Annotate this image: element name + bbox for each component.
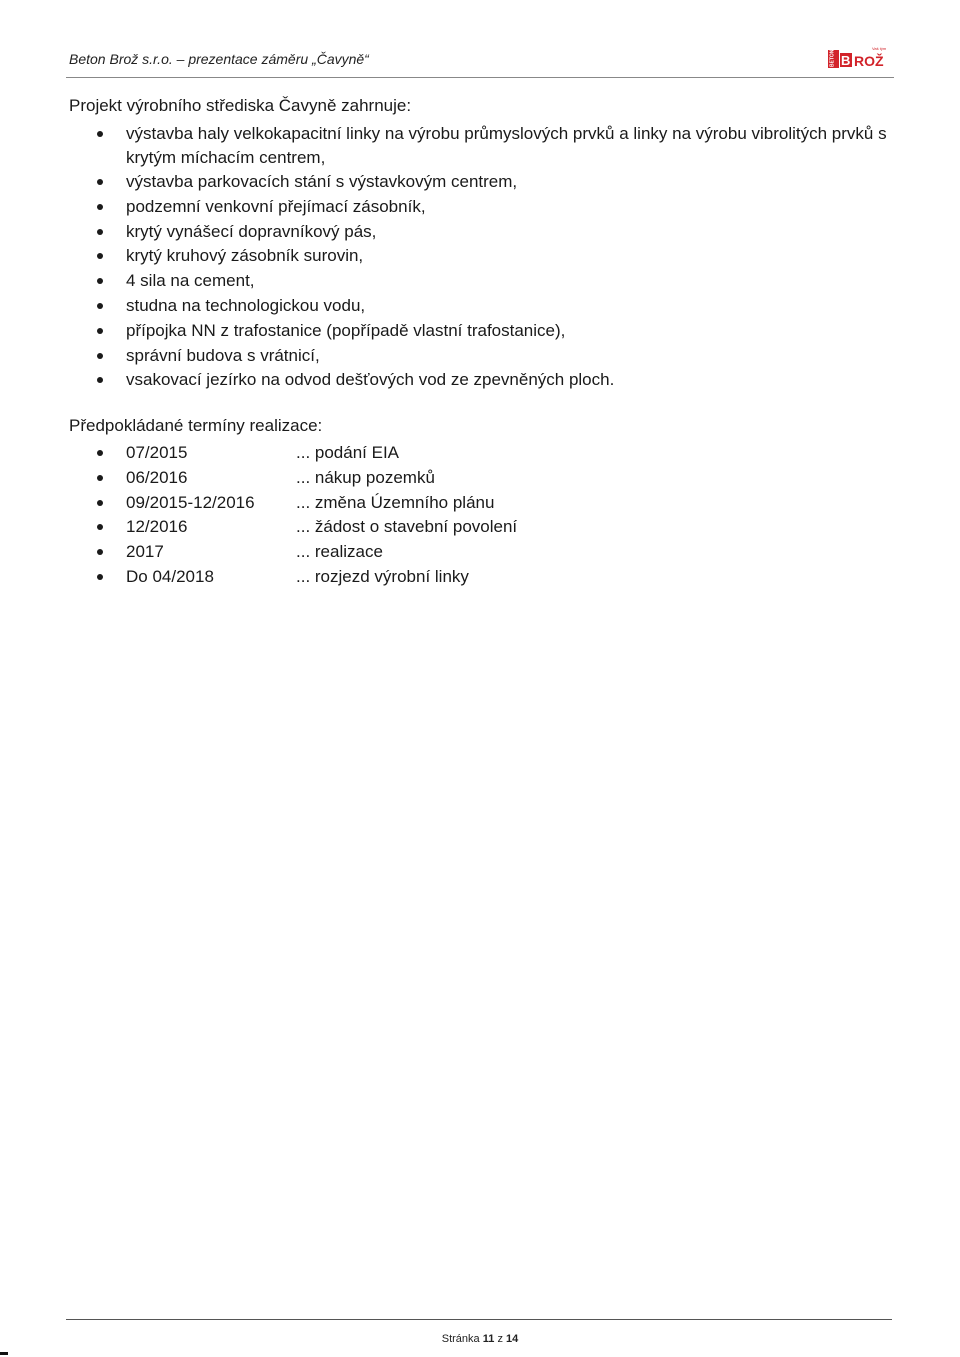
header-divider <box>66 77 894 78</box>
term-task: ... žádost o stavební povolení <box>296 517 518 537</box>
terms-list <box>97 441 597 590</box>
scan-mark <box>0 1352 8 1355</box>
term-item <box>97 565 597 590</box>
svg-text:Vaš tým: Vaš tým <box>872 46 887 51</box>
bullet-icon <box>97 131 103 137</box>
svg-text:ROŽ: ROŽ <box>854 53 884 68</box>
bullet-icon <box>97 179 103 185</box>
footer-divider <box>66 1319 892 1320</box>
term-date: 06/2016 <box>126 467 188 487</box>
list-item <box>97 122 897 170</box>
total-pages: 14 <box>506 1333 519 1345</box>
list-item-text: krytý kruhový zásobník surovin, <box>126 246 364 266</box>
term-task: ... změna Územního plánu <box>296 492 495 512</box>
terms-heading: Předpokládané termíny realizace: <box>69 416 323 435</box>
list-item-text: podzemní venkovní přejímací zásobník, <box>126 196 426 216</box>
bullet-icon <box>97 549 103 555</box>
bullet-icon <box>97 328 103 334</box>
page-separator: z <box>497 1333 503 1345</box>
document-header-title: Beton Brož s.r.o. – prezentace záměru „Čavyně“ <box>69 51 369 67</box>
term-item <box>97 441 597 466</box>
bullet-icon <box>97 524 103 530</box>
list-item <box>97 269 897 294</box>
bullet-icon <box>97 278 103 284</box>
project-items-list <box>97 122 897 393</box>
bullet-icon <box>97 377 103 383</box>
list-item <box>97 195 897 220</box>
term-date: 09/2015-12/2016 <box>126 492 255 512</box>
bullet-icon <box>97 229 103 235</box>
term-task: ... rozjezd výrobní linky <box>296 566 469 586</box>
list-item-text: vsakovací jezírko na odvod dešťových vod ze zpevněných ploch. <box>126 370 615 390</box>
term-date: 2017 <box>126 542 164 562</box>
list-item-text: 4 sila na cement, <box>126 271 255 291</box>
list-item-text: studna na technologickou vodu, <box>126 295 366 315</box>
list-item <box>97 344 897 369</box>
list-item-text: výstavba parkovacích stání s výstavkovým centrem, <box>126 172 518 191</box>
bullet-icon <box>97 253 103 259</box>
term-date: Do 04/2018 <box>126 566 214 586</box>
term-item <box>97 491 597 516</box>
list-item <box>97 170 897 195</box>
term-task: ... realizace <box>296 542 383 562</box>
list-item <box>97 294 897 319</box>
bullet-icon <box>97 204 103 210</box>
svg-text:BETON: BETON <box>829 49 836 67</box>
term-item <box>97 540 597 565</box>
bullet-icon <box>97 475 103 481</box>
list-item <box>97 220 897 245</box>
list-item <box>97 319 897 344</box>
page-number-footer <box>0 1333 960 1345</box>
list-item-text: výstavba haly velkokapacitní linky na výrobu průmyslových prvků a linky na výrobu vibrolitých prvků s krytým míchacím centrem, <box>126 124 887 167</box>
bullet-icon <box>97 574 103 580</box>
list-item-text: krytý vynášecí dopravníkový pás, <box>126 221 377 241</box>
list-item <box>97 244 897 269</box>
bullet-icon <box>97 500 103 506</box>
term-date: 12/2016 <box>126 517 188 537</box>
list-item <box>97 368 897 393</box>
bullet-icon <box>97 450 103 456</box>
term-task: ... podání EIA <box>296 443 400 462</box>
beton-broz-logo <box>828 44 894 68</box>
bullet-icon <box>97 353 103 359</box>
list-item-text: správní budova s vrátnicí, <box>126 345 320 365</box>
term-item <box>97 466 597 491</box>
svg-text:B: B <box>841 53 851 68</box>
list-item-text: přípojka NN z trafostanice (popřípadě vlastní trafostanice), <box>126 320 566 340</box>
term-task: ... nákup pozemků <box>296 467 435 487</box>
project-heading: Projekt výrobního střediska Čavyně zahrnuje: <box>69 96 412 115</box>
page-label: Stránka <box>441 1333 480 1345</box>
bullet-icon <box>97 303 103 309</box>
term-date: 07/2015 <box>126 443 188 462</box>
current-page: 11 <box>482 1333 495 1345</box>
term-item <box>97 515 597 540</box>
